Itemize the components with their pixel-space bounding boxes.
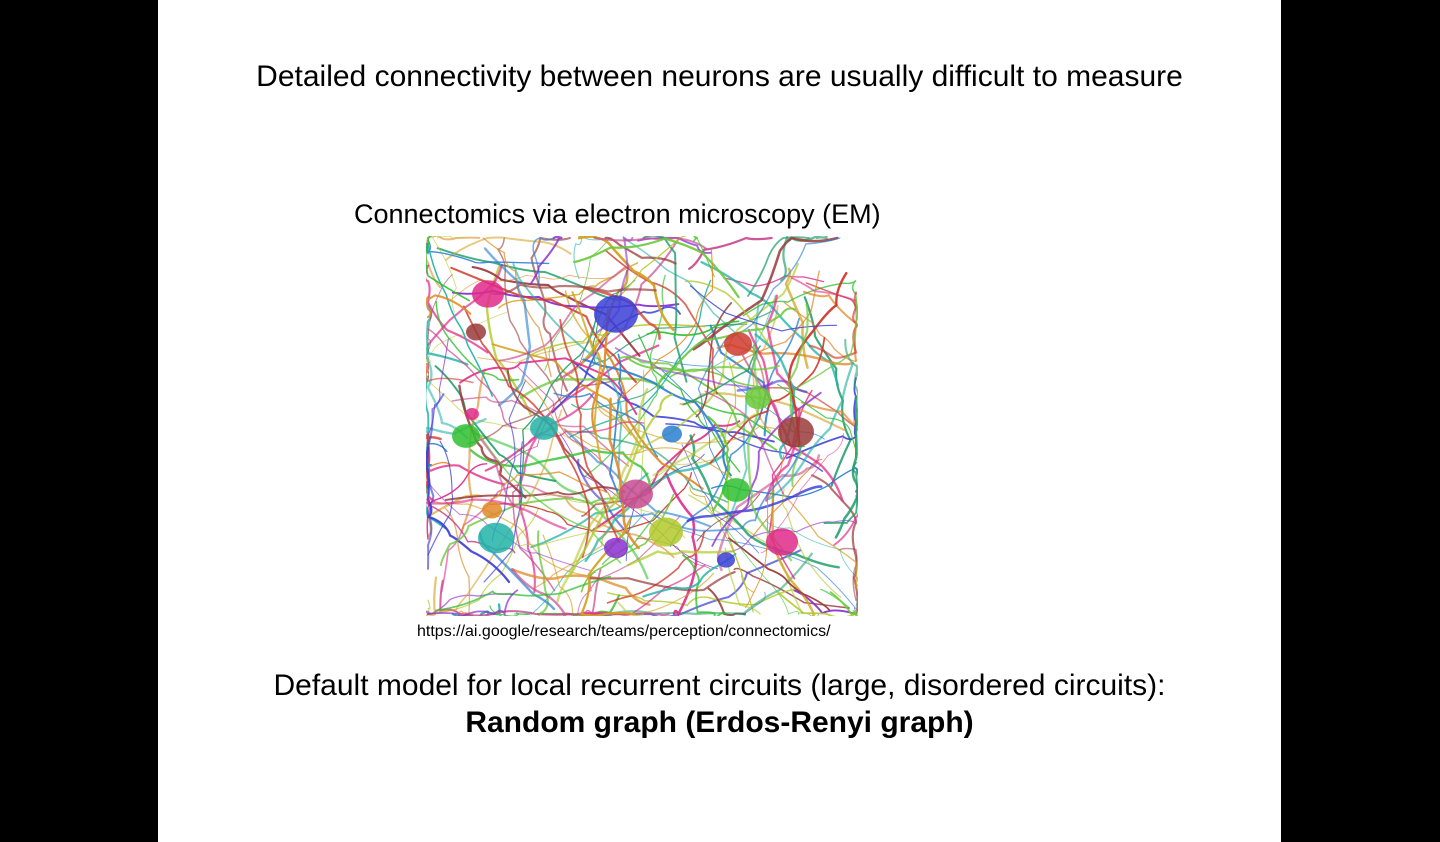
cell-body xyxy=(466,324,486,341)
cell-body xyxy=(604,538,628,558)
source-url[interactable]: https://ai.google/research/teams/perception/connectomics/ xyxy=(417,623,831,640)
cell-body xyxy=(662,426,682,443)
cell-body xyxy=(452,424,480,448)
cell-body xyxy=(482,502,502,519)
figure-caption: Connectomics via electron microscopy (EM) xyxy=(354,199,881,229)
neurite xyxy=(445,508,473,614)
cell-body xyxy=(649,518,683,547)
connectomics-image xyxy=(426,236,858,616)
neurite xyxy=(694,238,838,349)
cell-body xyxy=(722,478,750,502)
neurite xyxy=(512,569,649,604)
cell-body xyxy=(472,280,504,307)
cell-body xyxy=(724,332,752,356)
cell-body xyxy=(478,523,514,554)
cell-body xyxy=(766,528,798,555)
cell-body xyxy=(778,417,814,448)
cell-body xyxy=(465,408,479,420)
neurite xyxy=(426,328,588,455)
cell-body xyxy=(594,295,638,332)
slide-title: Detailed connectivity between neurons are usually difficult to measure xyxy=(256,60,1183,93)
cell-body xyxy=(619,480,653,509)
model-statement: Default model for local recurrent circuits (large, disordered circuits): xyxy=(273,669,1166,702)
slide xyxy=(158,0,1281,842)
cell-body xyxy=(530,416,558,440)
random-graph-label: Random graph (Erdos-Renyi graph) xyxy=(465,706,974,739)
cell-body xyxy=(717,552,735,567)
neurite xyxy=(748,237,809,296)
cell-body xyxy=(745,387,771,409)
neuron-reconstruction-graphic xyxy=(426,236,858,616)
